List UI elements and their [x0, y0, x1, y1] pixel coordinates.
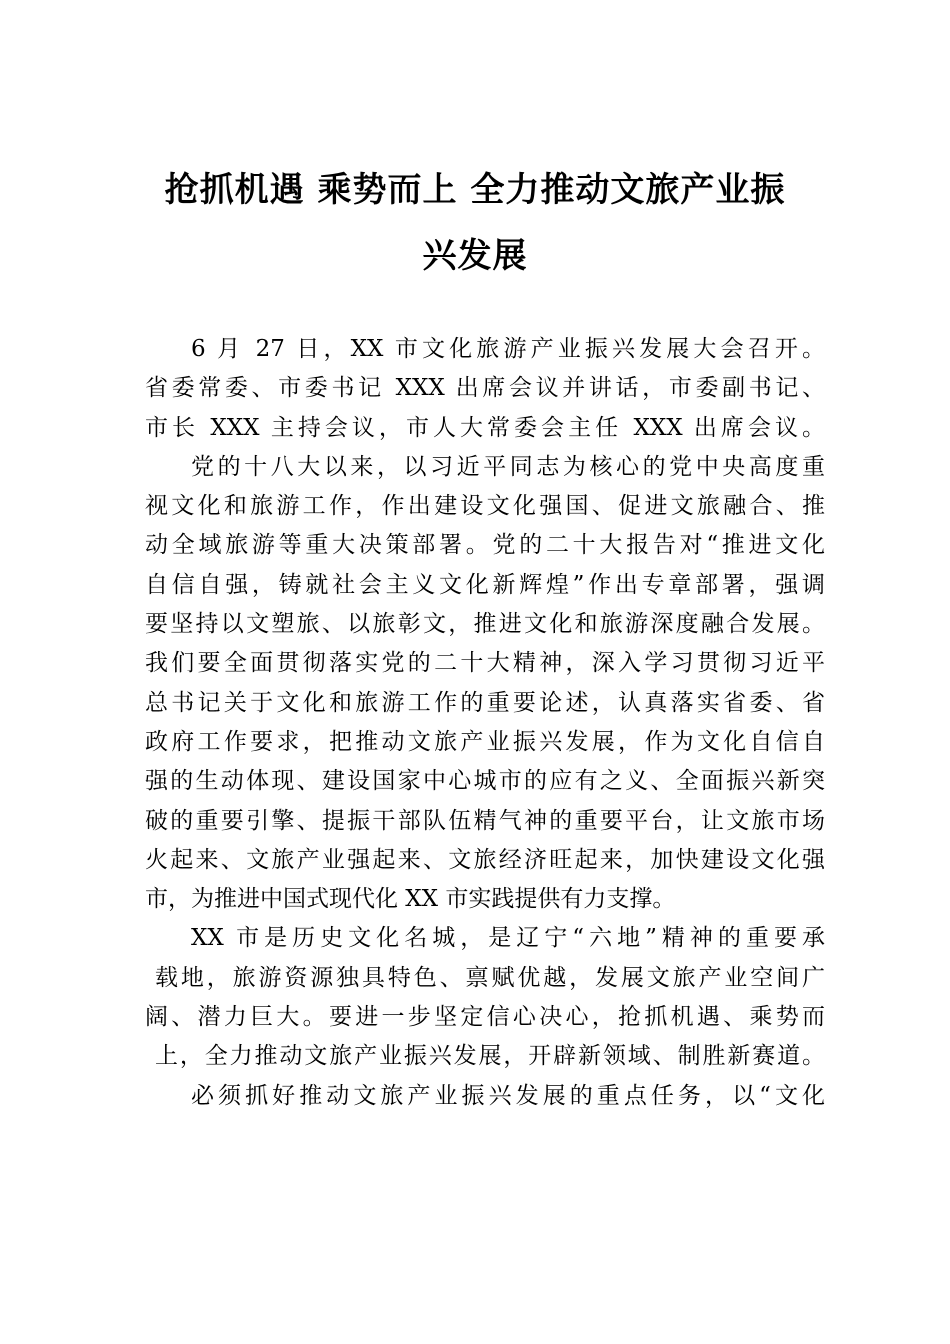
document-title-line-2: 兴发展	[422, 236, 528, 276]
paragraph-2-line-7: 总书记关于文化和旅游工作的重要论述，认真落实省委、省	[145, 689, 825, 716]
paragraph-2-line-10: 破的重要引擎、提振干部队伍精气神的重要平台，让文旅市场	[145, 807, 825, 834]
paragraph-2-line-2: 视文化和旅游工作，作出建设文化强国、促进文旅融合、推	[145, 493, 825, 520]
paragraph-2-line-5: 要坚持以文塑旅、以旅彰文，推进文化和旅游深度融合发展。	[145, 611, 825, 638]
paragraph-2-line-4: 自信自强，铸就社会主义文化新辉煌”作出专章部署，强调	[145, 571, 825, 598]
paragraph-1-line-1: 6 月 27 日，XX 市文化旅游产业振兴发展大会召开。	[191, 336, 825, 362]
paragraph-2-line-3: 动全域旅游等重大决策部署。党的二十大报告对“推进文化	[145, 532, 825, 559]
paragraph-2-line-1: 党的十八大以来，以习近平同志为核心的党中央高度重	[191, 453, 825, 480]
paragraph-3-line-4: 上，全力推动文旅产业振兴发展，开辟新领域、制胜新赛道。	[155, 1043, 825, 1070]
paragraph-2-line-9: 强的生动体现、建设国家中心城市的应有之义、全面振兴新突	[145, 768, 825, 795]
paragraph-3-line-2: 载地，旅游资源独具特色、禀赋优越，发展文旅产业空间广	[155, 964, 825, 991]
paragraph-1-line-3: 市长 XXX 主持会议，市人大常委会主任 XXX 出席会议。	[145, 414, 825, 441]
paragraph-1-line-2: 省委常委、市委书记 XXX 出席会议并讲话，市委副书记、	[145, 375, 825, 402]
document-title-line-1: 抢抓机遇 乘势而上 全力推动文旅产业振	[164, 170, 786, 210]
paragraph-2-line-11: 火起来、文旅产业强起来、文旅经济旺起来，加快建设文化强	[145, 846, 825, 873]
paragraph-2-line-8: 政府工作要求，把推动文旅产业振兴发展，作为文化自信自	[145, 728, 825, 755]
document-body	[145, 330, 825, 1116]
paragraph-2-line-6: 我们要全面贯彻落实党的二十大精神，深入学习贯彻习近平	[145, 650, 825, 677]
paragraph-4-line-1: 必须抓好推动文旅产业振兴发展的重点任务，以“文化	[191, 1082, 825, 1109]
paragraph-3-line-3: 阔、潜力巨大。要进一步坚定信心决心，抢抓机遇、乘势而	[145, 1004, 825, 1031]
paragraph-2-line-12: 市，为推进中国式现代化 XX 市实践提供有力支撑。	[145, 886, 676, 913]
paragraph-3-line-1: XX 市是历史文化名城，是辽宁“六地”精神的重要承	[191, 925, 825, 952]
